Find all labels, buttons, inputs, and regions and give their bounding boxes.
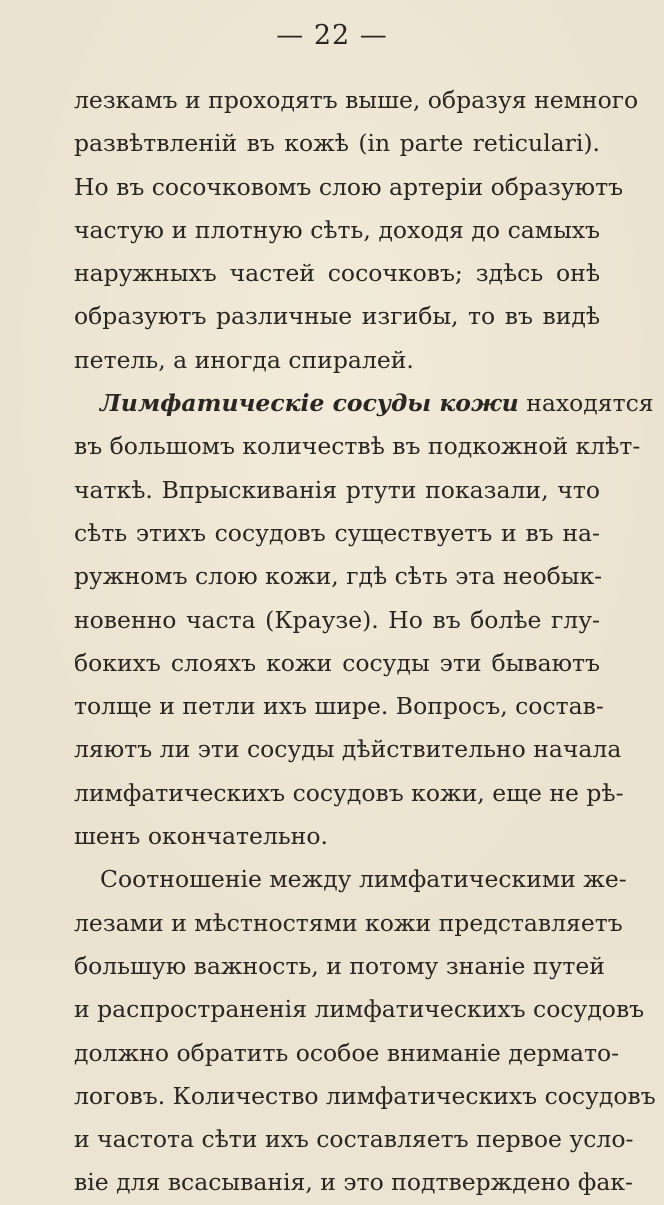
text-line: бокихъ слояхъ кожи сосуды эти бываютъ (74, 648, 600, 677)
body-text (74, 79, 656, 1205)
text-line: віе для всасыванія, и это подтверждено фак- (74, 1168, 633, 1197)
text-line: ляютъ ли эти сосуды дѣйствительно начала (74, 735, 622, 764)
text-line: и частота сѣти ихъ составляетъ первое усло- (74, 1125, 634, 1154)
text-line: ружномъ слою кожи, гдѣ сѣть эта необык- (74, 562, 603, 591)
text-line: частую и плотную сѣть, доходя до самыхъ (74, 215, 600, 244)
paragraph-3 (74, 858, 656, 1204)
text-line: и распространенія лимфатическихъ сосудовъ (74, 995, 645, 1024)
text-line: новенно часта (Краузе). Но въ болѣе глу- (74, 605, 600, 634)
page-number: — 22 — (276, 20, 388, 51)
text-line: въ большомъ количествѣ въ подкожной клѣт- (74, 432, 641, 461)
text-line: лимфатическихъ сосудовъ кожи, еще не рѣ- (74, 778, 624, 807)
text-line: сѣть этихъ сосудовъ существуетъ и въ на- (74, 518, 600, 547)
text-line: большую важность, и потому знаніе путей (74, 951, 605, 980)
text-line: лезкамъ и проходятъ выше, образуя немного (74, 86, 639, 114)
text-line: развѣтвленій въ кожѣ (in parte reticulari). (74, 129, 600, 158)
text-line: петель, а иногда спиралей. (74, 345, 414, 374)
italic-heading: Лимфатическіе сосуды кожи (100, 389, 519, 418)
text-line: чаткѣ. Впрыскиванія ртути показали, что (74, 475, 600, 504)
text-line: наружныхъ частей сосочковъ; здѣсь онѣ (74, 259, 600, 288)
text-line: Соотношеніе между лимфатическими же- (100, 865, 627, 894)
paragraph-2 (74, 382, 654, 858)
text-line: должно обратить особое вниманіе дермато- (74, 1038, 620, 1067)
text-line: толще и петли ихъ шире. Вопросъ, состав- (74, 692, 604, 721)
text-line: образуютъ различные изгибы, то въ видѣ (74, 302, 600, 331)
text-line: шенъ окончательно. (74, 822, 328, 851)
text-line: Но въ сосочковомъ слою артеріи образуютъ (74, 172, 624, 201)
text-line: лезами и мѣстностями кожи представляетъ (74, 908, 623, 937)
text-line-first (74, 382, 654, 425)
paragraph-1 (74, 79, 639, 382)
first-line-rest: находятся (518, 389, 654, 418)
text-line: логовъ. Количество лимфатическихъ сосудовъ (74, 1081, 656, 1110)
